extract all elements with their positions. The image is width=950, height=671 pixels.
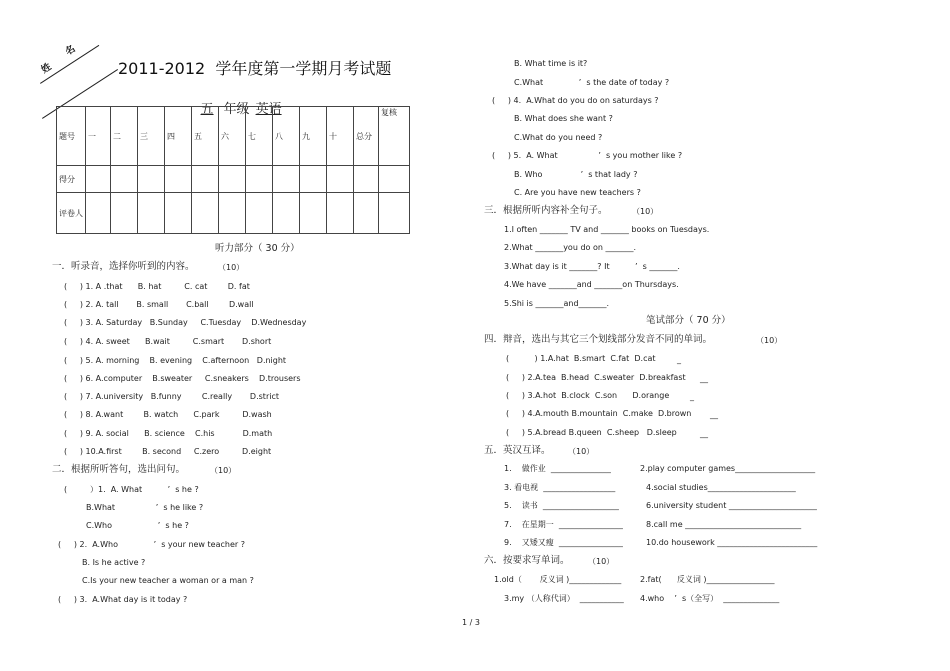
sec2-heading: 二．根据所听答句，选出问句。	[52, 464, 186, 475]
score-header-cell: 三	[138, 107, 165, 166]
score-cell[interactable]	[165, 166, 192, 193]
score-cell[interactable]	[219, 193, 246, 234]
sec2-right-line: C.What do you need ?	[514, 133, 603, 142]
sec3-item: 5.Shi is _______and_______.	[504, 299, 610, 308]
stamp-name-a: 姓	[39, 61, 54, 76]
sec2-line: ( ）1. A. What ’ s he ?	[64, 485, 199, 494]
sec1-item: ( ) 4. A. sweet B.wait C.smart D.short	[64, 337, 272, 346]
sec2-right-line: ( ) 5. A. What ’ s you mother like ?	[492, 151, 683, 160]
score-cell[interactable]	[165, 193, 192, 234]
sec4-item: ( ) 1.A.hat B.smart C.fat D.cat	[506, 354, 656, 363]
sec5-right: 8.call me _____________________________	[646, 520, 802, 529]
sec3-item: 3.What day is it _______? It ’ s _______.	[504, 262, 680, 271]
sec2-line: C.Who ’ s he ?	[86, 521, 189, 530]
sec4-item: ( ) 5.A.bread B.queen C.sheep D.sleep	[506, 428, 677, 437]
sec1-heading: 一．听录音，选择你听到的内容。	[52, 261, 195, 272]
sec1-item: ( ) 6. A.computer B.sweater C.sneakers D.trousers	[64, 374, 301, 383]
sec2-line: ( ) 2. A.Who ’ s your new teacher ?	[58, 540, 245, 549]
answer-dash: _	[690, 392, 694, 401]
sec1-item: ( ) 8. A.want B. watch C.park D.wash	[64, 410, 272, 419]
sec5-left: 3. 看电视 __________________	[504, 483, 616, 492]
sec5-left: 7. 在星期一 ________________	[504, 520, 623, 529]
sec3-item: 1.I often _______ TV and _______ books on Tuesdays.	[504, 225, 710, 234]
sec5-right: 2.play computer games____________________	[640, 464, 816, 473]
sec2-line: C.Is your new teacher a woman or a man ?	[82, 576, 254, 585]
sec5-right: 4.social studies______________________	[646, 483, 796, 492]
page-title: 2011-2012 学年度第一学期月考试题	[118, 59, 392, 78]
score-cell[interactable]	[111, 166, 138, 193]
score-table	[56, 106, 410, 234]
score-cell[interactable]	[192, 166, 219, 193]
score-header-cell: 六	[219, 107, 246, 166]
score-cell[interactable]	[246, 166, 273, 193]
score-cell[interactable]	[300, 193, 327, 234]
sec1-item: ( ) 10.A.first B. second C.zero D.eight	[64, 447, 272, 456]
sec6-left: 1.old（ 反义词 )_____________	[494, 575, 622, 584]
sec6-left: 3.my （人称代词） ___________	[504, 594, 624, 603]
sec2-right-line: ( ) 4. A.What do you do on saturdays ?	[492, 96, 659, 105]
stamp-name-b: 名	[63, 43, 78, 58]
score-cell[interactable]	[327, 193, 354, 234]
sec2-right-line: C.What ’ s the date of today ?	[514, 78, 670, 87]
score-header-cell: 复核	[379, 107, 410, 166]
score-header-cell: 题号	[57, 107, 86, 166]
sec4-item: ( ) 2.A.tea B.head C.sweater D.breakfast	[506, 373, 686, 382]
score-cell[interactable]	[379, 166, 410, 193]
score-row-label: 评卷人	[57, 193, 86, 234]
sec1-item: ( ) 3. A. Saturday B.Sunday C.Tuesday D.Wednesday	[64, 318, 307, 327]
score-cell[interactable]	[273, 193, 300, 234]
score-cell[interactable]	[138, 193, 165, 234]
sec5-points: （10）	[568, 447, 595, 456]
score-cell[interactable]	[219, 166, 246, 193]
sec1-item: ( ) 2. A. tall B. small C.ball D.wall	[64, 300, 254, 309]
score-cell[interactable]	[192, 193, 219, 234]
score-cell[interactable]	[138, 166, 165, 193]
score-header-cell: 一	[86, 107, 111, 166]
sec6-right: 2.fat( 反义词 )_________________	[640, 575, 775, 584]
sec5-left: 5. 读书 ___________________	[504, 501, 619, 510]
score-header-cell: 八	[273, 107, 300, 166]
score-cell[interactable]	[86, 193, 111, 234]
score-cell[interactable]	[273, 166, 300, 193]
page-number: 1 / 3	[462, 618, 480, 627]
sec5-heading: 五．英汉互译。	[484, 445, 551, 456]
sec6-heading: 六．按要求写单词。	[484, 555, 570, 566]
sec4-item: ( ) 3.A.hot B.clock C.son D.orange	[506, 391, 670, 400]
score-header-cell: 四	[165, 107, 192, 166]
answer-dash: __	[700, 374, 708, 383]
answer-dash: __	[700, 429, 708, 438]
sec6-right: 4.who ’ s（全写） ______________	[640, 594, 780, 603]
sec1-item: ( ) 9. A. social B. science C.his D.math	[64, 429, 273, 438]
sec2-right-line: B. What does she want ?	[514, 114, 613, 123]
sec1-points: （10）	[218, 263, 245, 272]
listening-heading: 听力部分（ 30 分）	[215, 243, 300, 254]
sec3-heading: 三．根据所听内容补全句子。	[484, 205, 608, 216]
sec2-line: ( ) 3. A.What day is it today ?	[58, 595, 188, 604]
sec5-left: 1. 做作业 _______________	[504, 464, 611, 473]
sec3-item: 4.We have _______and _______on Thursdays.	[504, 280, 679, 289]
answer-dash: _	[677, 355, 681, 364]
sec6-points: （10）	[588, 557, 615, 566]
answer-dash: __	[710, 410, 718, 419]
score-header-cell: 二	[111, 107, 138, 166]
score-cell[interactable]	[327, 166, 354, 193]
sec4-points: （10）	[756, 336, 783, 345]
score-cell[interactable]	[354, 193, 379, 234]
subject-value: 英语	[255, 102, 282, 117]
sec1-item: ( ) 7. A.university B.funny C.really D.strict	[64, 392, 279, 401]
score-row-label: 得分	[57, 166, 86, 193]
score-header-cell: 五	[192, 107, 219, 166]
score-cell[interactable]	[86, 166, 111, 193]
sec4-heading: 四．辩音，选出与其它三个划线部分发音不同的单词。	[484, 334, 713, 345]
sec5-left: 9. 又矮又瘦 ________________	[504, 538, 623, 547]
score-cell[interactable]	[354, 166, 379, 193]
sec2-line: B. Is he active ?	[82, 558, 146, 567]
grade-suffix: 年级	[223, 102, 250, 117]
sec2-points: （10）	[210, 466, 237, 475]
sec2-right-line: B. Who ’ s that lady ?	[514, 170, 638, 179]
written-heading: 笔试部分（ 70 分）	[646, 315, 731, 326]
sec2-line: B.What ’ s he like ?	[86, 503, 204, 512]
score-header-cell: 七	[246, 107, 273, 166]
grade-value: 五	[200, 102, 214, 117]
sec3-points: （10）	[632, 207, 659, 216]
score-cell[interactable]	[300, 166, 327, 193]
score-cell[interactable]	[111, 193, 138, 234]
sec2-right-line: C. Are you have new teachers ?	[514, 188, 641, 197]
sec5-right: 10.do housework _________________________	[646, 538, 818, 547]
sec3-item: 2.What _______you do on _______.	[504, 243, 637, 252]
score-header-cell: 九	[300, 107, 327, 166]
score-header-cell: 总分	[354, 107, 379, 166]
sec5-right: 6.university student ______________________	[646, 501, 817, 510]
sec1-item: ( ) 5. A. morning B. evening C.afternoon D.night	[64, 356, 287, 365]
score-cell[interactable]	[379, 193, 410, 234]
sec1-item: ( ) 1. A .that B. hat C. cat D. fat	[64, 282, 250, 291]
sec2-right-line: B. What time is it?	[514, 59, 588, 68]
score-cell[interactable]	[246, 193, 273, 234]
score-header-cell: 十	[327, 107, 354, 166]
sec4-item: ( ) 4.A.mouth B.mountain C.make D.brown	[506, 409, 692, 418]
